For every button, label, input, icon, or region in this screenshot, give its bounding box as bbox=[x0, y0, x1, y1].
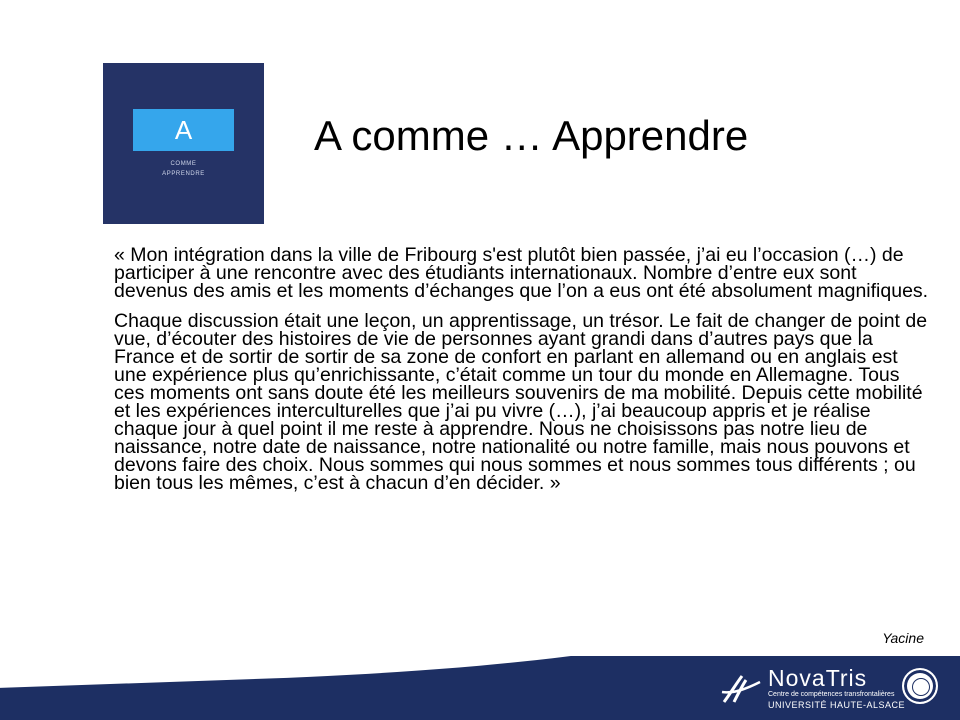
slide-title: A comme … Apprendre bbox=[314, 112, 749, 159]
testimony-paragraph-1: « Mon intégration dans la ville de Fribourg s'est plutôt bien passée, j’ai eu l’occasion (…) de participer à une rencontre avec des étudiants internationaux. Nombre d’entre eux sont devenus des amis et les moments d’échanges que l’on a eus ont été absolument magnifiques. bbox=[114, 244, 929, 302]
logo-letter: A bbox=[133, 109, 234, 151]
letter-logo-tile bbox=[103, 63, 264, 224]
footer-band bbox=[0, 656, 960, 720]
seal-inner bbox=[912, 678, 930, 696]
testimony-body bbox=[114, 246, 929, 492]
testimony-paragraph-2: Chaque discussion était une leçon, un apprentissage, un trésor. Le fait de changer de point de vue, d’écouter des histoires de vie de personnes ayant grandi dans d’autres pays que la France et de sortir de sortir de sa zone de confort en parlant en allemand ou en anglais est une expérience plus qu’enrichissante, c’était comme un tour du monde en Allemagne. Tous ces moments ont sans doute été les meilleurs souvenirs de ma mobilité. Depuis cette mobilité et les expériences interculturelles que j’ai pu vivre (…), j’ai beaucoup appris et je réalise chaque jour à quel point il me reste à apprendre. Nous ne choisissons pas notre lieu de naissance, notre date de naissance, notre nationalité ou notre famille, mais nous pouvons et devons faire des choix. Nous sommes qui nous sommes et nous sommes tous différents ; ou bien tous les mêmes, c’est à chacun d’en décider. » bbox=[114, 310, 928, 494]
logo-caption-line1: COMME bbox=[170, 161, 197, 167]
author-signature: Yacine bbox=[882, 630, 924, 646]
brand-university: UNIVERSITÉ HAUTE-ALSACE bbox=[768, 700, 906, 710]
novatris-mark-icon bbox=[720, 672, 762, 710]
logo-caption-line2: APPRENDRE bbox=[162, 171, 205, 177]
footer-swoosh bbox=[0, 656, 721, 689]
university-seal-icon bbox=[902, 668, 938, 704]
brand-name: NovaTris bbox=[768, 665, 868, 691]
brand-subtitle: Centre de compétences transfrontalières bbox=[768, 691, 895, 698]
logo-caption bbox=[103, 159, 264, 179]
